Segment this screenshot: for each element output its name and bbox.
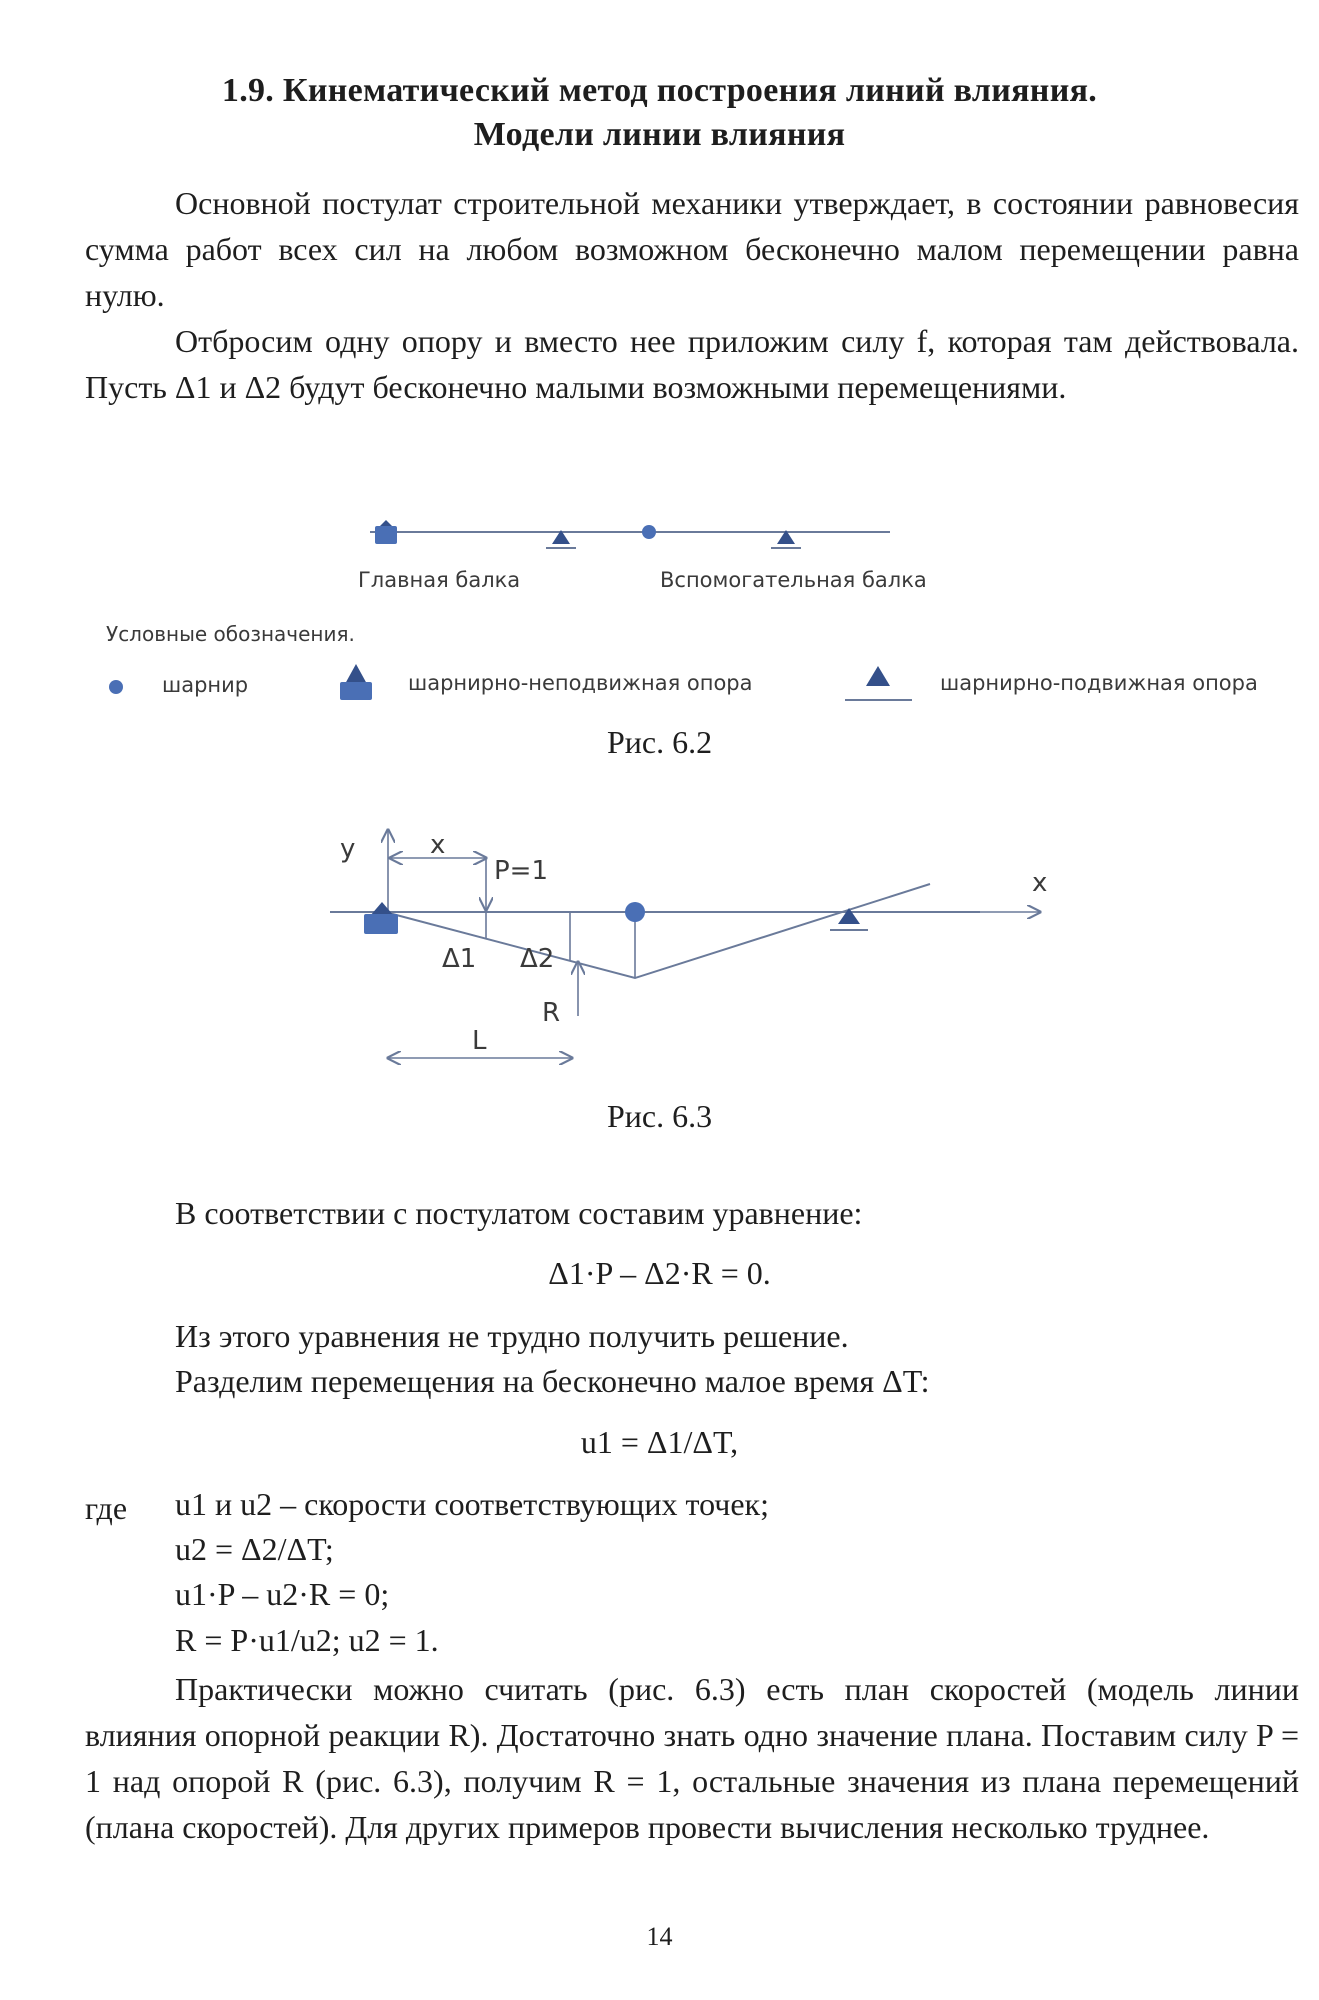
load-label: P=1 [494, 856, 549, 886]
body-line-postulate-equation: В соответствии с постулатом составим уравнение: [175, 1195, 863, 1231]
reaction-label: R [542, 998, 561, 1028]
equation-u2: u2 = Δ2/ΔT; [175, 1531, 334, 1567]
figure-6-3-caption: Рис. 6.3 [606, 1098, 713, 1134]
paragraph-velocity-plan-text: Практически можно считать (рис. 6.3) есть план скоростей (модель линии влияния опорной реакции R). Достаточно знать одно значение плана. Поставим силу P = 1 над опорой R (рис. 6.3), получим R = 1, остальные значения из плана перемещений (плана скоростей). Для других примеров провести вычисления несколько труднее. [85, 1671, 1299, 1845]
roller-support-icon [838, 908, 860, 924]
y-axis-label: y [340, 834, 356, 864]
figure-6-2-caption: Рис. 6.2 [606, 724, 713, 760]
figure-6-3 [0, 820, 1319, 1090]
aux-beam-label: Вспомогательная балка [660, 568, 927, 592]
page-number: 14 [646, 1922, 673, 1951]
legend-roller-support-icon [845, 666, 912, 700]
paragraph-postulate-text: Основной постулат строительной механики утверждает, в состоянии равновесия сумма работ всех сил на любом возможном бесконечно малом перемещении равна нулю. [85, 185, 1299, 313]
section-title-line1: 1.9. Кинематический метод построения линий влияния. [221, 72, 1098, 109]
paragraph-remove-support [85, 318, 1299, 410]
legend-fixed-support-label: шарнирно-неподвижная опора [408, 671, 753, 695]
hinge-icon [625, 902, 645, 922]
equation-reaction: R = P·u1/u2; u2 = 1. [175, 1622, 439, 1658]
legend-title: Условные обозначения. [106, 622, 355, 646]
hinge-icon [642, 525, 656, 539]
main-beam-label: Главная балка [358, 568, 521, 592]
paragraph-remove-support-text: Отбросим одну опору и вместо нее приложим силу f, которая там действовала. Пусть Δ1 и Δ2 будут бесконечно малыми возможными перемещениями. [85, 323, 1299, 405]
paragraph-velocity-plan [85, 1666, 1299, 1850]
fixed-support-icon [364, 902, 398, 934]
paragraph-postulate [85, 180, 1299, 318]
legend-hinge-label: шарнир [162, 673, 249, 697]
where-word: где [85, 1490, 128, 1526]
where-text: u1 и u2 – скорости соответствующих точек; [175, 1486, 769, 1522]
fixed-support-icon [375, 520, 397, 544]
body-line-solution: Из этого уравнения не трудно получить решение. [175, 1318, 849, 1354]
equation-u1: u1 = Δ1/ΔT, [580, 1424, 739, 1460]
delta1-label: Δ1 [442, 944, 477, 974]
equation-work: Δ1·P – Δ2·R = 0. [548, 1255, 771, 1291]
section-title-line2: Модели линии влияния [473, 116, 846, 153]
delta2-label: Δ2 [520, 944, 555, 974]
body-line-divide: Разделим перемещения на бесконечно малое время ΔT: [175, 1363, 930, 1399]
x-axis-label: x [1032, 868, 1048, 898]
legend-hinge-icon [109, 680, 123, 694]
legend-fixed-support-icon [340, 664, 372, 700]
equation-velocity: u1·P – u2·R = 0; [175, 1576, 390, 1612]
length-label: L [472, 1026, 487, 1056]
x-distance-label: x [430, 830, 446, 860]
legend-roller-support-label: шарнирно-подвижная опора [940, 671, 1258, 695]
